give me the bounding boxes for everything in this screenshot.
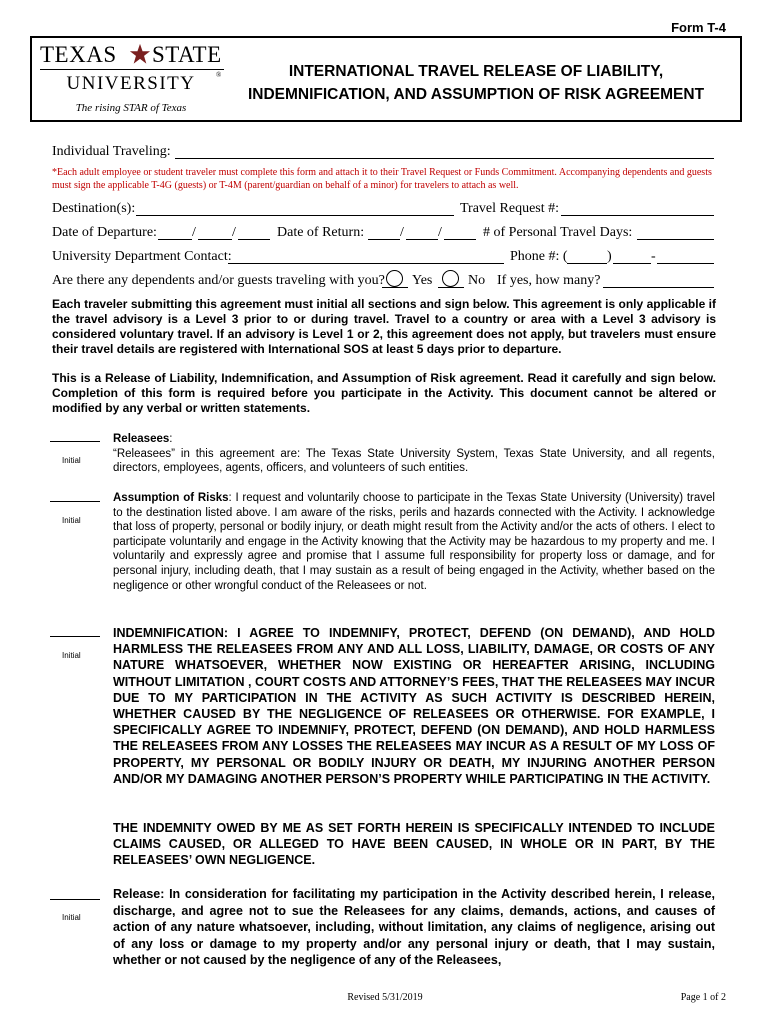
logo-rule [40, 69, 224, 70]
phone-dash: - [651, 249, 656, 264]
logo-tagline: The rising STAR of Texas [75, 102, 187, 114]
travel-request-label: Travel Request #: [460, 201, 560, 216]
assumption-section [113, 491, 715, 593]
assumption-initial-field[interactable] [50, 501, 100, 502]
intro-paragraph-release: This is a Release of Liability, Indemnification, and Assumption of Risk agreement. Read it carefully and sign below. Completion of this form is required before you participate in the Activity. This document cannot be altered or modified by any verbal or written statements. [52, 371, 716, 415]
releasees-section [113, 432, 715, 476]
destinations-field[interactable] [136, 201, 454, 216]
initial-label: Initial [62, 516, 81, 525]
initial-label: Initial [62, 913, 81, 922]
assumption-heading: Assumption of Risks [113, 492, 229, 504]
departure-month-field[interactable] [158, 225, 192, 240]
star-icon [129, 43, 151, 65]
yes-label: Yes [412, 273, 433, 288]
logo-university: UNIVERSITY [66, 73, 196, 94]
date-slash: / [400, 225, 404, 240]
dept-contact-field[interactable] [228, 249, 504, 264]
dept-contact-label: University Department Contact: [52, 249, 232, 264]
logo-word-state: STATE [152, 42, 222, 67]
university-logo [38, 42, 228, 118]
indemnification-section: INDEMNIFICATION: I AGREE TO INDEMNIFY, PROTECT, DEFEND (ON DEMAND), AND HOLD HARMLESS THE RELEASEES FROM ANY AND ALL LOSS, LIABILITY, DAMAGE, OR COSTS OF ANY NATURE WHATSOEVER, WHETHER NOW EXISTING OR HEREAFTER ARISING, INCLUDING WITHOUT LIMITATION , COURT COSTS AND ATTORNEY’S FEES, THAT THE RELEASEES MAY INCUR DUE TO MY PARTICIPATION IN THE ACTIVITY AS SUCH ACTIVITY IS DESCRIBED HEREIN, WHETHER CAUSED BY THE NEGLIGENCE OF RELEASEES OR OTHERWISE. FOR EXAMPLE, I SPECIFICALLY AGREE TO INDEMNIFY, PROTECT, DEFEND (ON DEMAND), AND HOLD HARMLESS THE RELEASEES FROM ANY LOSSES THE RELEASEES MAY INCUR AS A RESULT OF MY LOSS OF PROPERTY, MY PERSONAL OR BODILY INJURY OR DEATH, MY INJURING ANOTHER PERSON AND/OR MY DAMAGING ANOTHER PERSON’S PROPERTY WHILE PARTICIPATING IN THE ACTIVITY. [113, 626, 715, 786]
releasees-initial-field[interactable] [50, 441, 100, 442]
page-number: Page 1 of 2 [680, 992, 726, 1003]
phone-area-field[interactable] [567, 249, 607, 264]
phone-close: ) [607, 249, 612, 264]
phone-prefix-field[interactable] [613, 249, 651, 264]
departure-year-field[interactable] [238, 225, 270, 240]
travel-request-field[interactable] [561, 201, 714, 216]
date-slash: / [232, 225, 236, 240]
date-departure-label: Date of Departure: [52, 225, 157, 240]
phone-line-field[interactable] [657, 249, 714, 264]
document-title: INTERNATIONAL TRAVEL RELEASE OF LIABILITY, INDEMNIFICATION, AND ASSUMPTION OF RISK AGREEMENT [247, 63, 705, 103]
personal-days-label: # of Personal Travel Days: [483, 225, 633, 240]
logo-word-texas: TEXAS [40, 42, 117, 67]
releasees-body: “Releasees” in this agreement are: The Texas State University System, Texas State University, and all regents, directors, employees, agents, officers, and volunteers of such entities. [113, 447, 715, 475]
how-many-label: If yes, how many? [497, 273, 601, 288]
individual-traveling-label: Individual Traveling: [52, 144, 171, 159]
date-return-label: Date of Return: [277, 225, 365, 240]
return-day-field[interactable] [406, 225, 438, 240]
initial-label: Initial [62, 456, 81, 465]
header-box [30, 36, 742, 122]
registered-icon: ® [216, 71, 222, 79]
initial-label: Initial [62, 651, 81, 660]
date-slash: / [192, 225, 196, 240]
form-number: Form T-4 [671, 20, 726, 35]
how-many-field[interactable] [603, 273, 714, 288]
return-month-field[interactable] [368, 225, 400, 240]
yes-radio[interactable] [386, 270, 403, 287]
revision-date: Revised 5/31/2019 [347, 992, 423, 1003]
destinations-label: Destination(s): [52, 201, 136, 216]
releasees-colon: : [169, 433, 173, 445]
releasees-heading: Releasees [113, 433, 170, 445]
dependents-question: Are there any dependents and/or guests traveling with you? [52, 273, 385, 288]
indemnification-initial-field[interactable] [50, 636, 100, 637]
release-initial-field[interactable] [50, 899, 100, 900]
no-radio[interactable] [442, 270, 459, 287]
personal-days-field[interactable] [637, 225, 714, 240]
release-section: Release: In consideration for facilitating my participation in the Activity described herein, I release, discharge, and agree not to sue the Releasees for any claims, demands, actions, and causes of action of any nature whatsoever, including, without limitation, any claims of negligence, arising out of any loss or damage to my property and/or any personal injury or death, that I may sustain, whether or not caused by the negligence of any of the Releasees, [113, 887, 715, 968]
departure-day-field[interactable] [198, 225, 232, 240]
intro-paragraph-applicability: Each traveler submitting this agreement must initial all sections and sign below. This agreement is only applicable if the travel advisory is a Level 3 prior to or during travel. Travel to a country or area with a Level 3 advisory is considered voluntary travel. If an advisory is Level 1 or 2, this agreement does not apply, but travelers must ensure their travel details are registered with International SOS at least 5 days prior to departure. [52, 297, 716, 356]
indemnity-owed-section: THE INDEMNITY OWED BY ME AS SET FORTH HEREIN IS SPECIFICALLY INTENDED TO INCLUDE CLAIMS CAUSED, OR ALLEGED TO HAVE BEEN CAUSED, IN WHOLE OR IN PART, BY THE RELEASEES’ OWN NEGLIGENCE. [113, 821, 715, 868]
individual-traveling-field[interactable] [175, 144, 714, 159]
phone-label: Phone #: ( [510, 249, 568, 264]
return-year-field[interactable] [444, 225, 476, 240]
no-label: No [468, 273, 486, 288]
date-slash: / [438, 225, 442, 240]
assumption-body: : I request and voluntarily choose to participate in the Texas State University (University) travel to the destination listed above. I am aware of the risks, perils and hazards connected with the Activity. I acknowledge that loss of property, personal or bodily injury, or death might result from the Activity and/or the acts of others. I elect to participate voluntarily and engage in the Activity knowing that the Activity may be hazardous to my property and me. I voluntarily and expressly agree and promise that I assume full responsibility for property loss or damage, and for personal injury, including death, that I may sustain as a result of being engaged in the Activity, whether based on the negligence or other wrongful conduct of the Releasees or not. [113, 492, 715, 592]
instruction-note: *Each adult employee or student traveler must complete this form and attach it to their Travel Request or Funds Commitment. Accompanying dependents and guests must sign the applicable T-4G (guests) or T-4M (parent/guardian on behalf of a minor) for travelers to attach as well. [52, 167, 712, 191]
